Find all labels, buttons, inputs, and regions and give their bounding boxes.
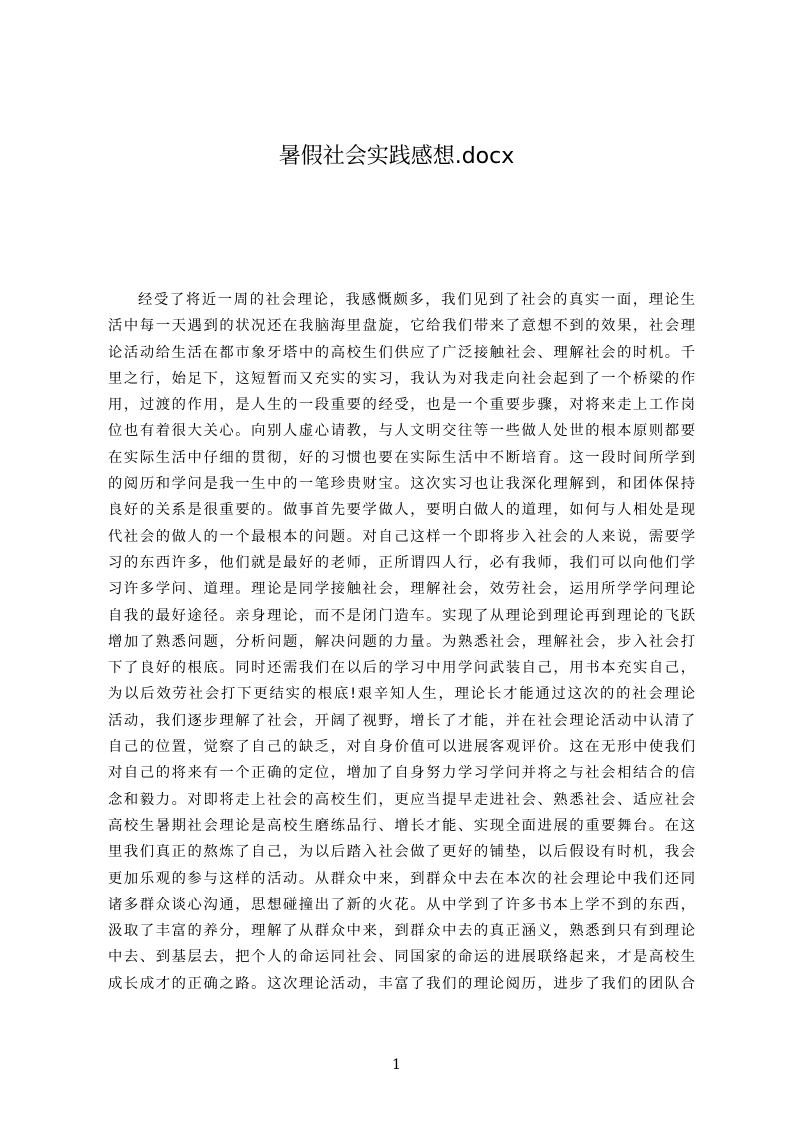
text-line: 用，过渡的作用，是人生的一段重要的经受，也是一个重要步骤，对将来走上工作岗 <box>108 397 695 414</box>
text-line: 代社会的做人的一个最根本的问题。对自己这样一个即将步入社会的人来说，需要学 <box>108 528 695 545</box>
text-line: 活动，我们逐步理解了社会，开阔了视野，增长了才能，并在社会理论活动中认清了 <box>108 712 695 729</box>
text-line: 的阅历和学问是我一生中的一笔珍贵财宝。这次实习也让我深化理解到，和团体保持 <box>108 476 695 493</box>
text-line: 成长成才的正确之路。这次理论活动，丰富了我们的理论阅历，进步了我们的团队合 <box>108 975 695 992</box>
text-line: 高校生暑期社会理论是高校生磨练品行、增长才能、实现全面进展的重要舞台。在这 <box>108 817 695 834</box>
text-line: 经受了将近一周的社会理论，我感慨颇多，我们见到了社会的真实一面，理论生 <box>138 292 695 308</box>
document-title: 暑假社会实践感想.docx <box>278 144 515 169</box>
text-line: 中去、到基层去，把个人的命运同社会、同国家的命运的进展联络起来，才是高校生 <box>108 949 695 966</box>
text-line: 里我们真正的熬炼了自己，为以后踏入社会做了更好的铺垫，以后假设有时机，我会 <box>108 844 695 861</box>
text-line: 里之行，始足下，这短暂而又充实的实习，我认为对我走向社会起到了一个桥梁的作 <box>108 370 695 387</box>
page-number: 1 <box>392 1057 401 1073</box>
text-line: 良好的关系是很重要的。做事首先要学做人，要明白做人的道理，如何与人相处是现 <box>108 502 695 519</box>
text-line: 习许多学问、道理。理论是同学接触社会，理解社会，效劳社会，运用所学学问理论 <box>108 581 695 598</box>
text-line: 习的东西许多，他们就是最好的老师，正所谓四人行，必有我师，我们可以向他们学 <box>108 554 695 571</box>
text-line: 论活动给生活在都市象牙塔中的高校生们供应了广泛接触社会、理解社会的时机。千 <box>108 344 695 361</box>
text-line: 下了良好的根底。同时还需我们在以后的学习中用学问武装自己，用书本充实自己， <box>108 660 695 677</box>
text-line: 对自己的将来有一个正确的定位，增加了自身努力学习学问并将之与社会相结合的信 <box>108 765 695 782</box>
text-line: 为以后效劳社会打下更结实的根底!艰辛知人生，理论长才能通过这次的的社会理论 <box>108 686 695 703</box>
body-paragraph <box>108 287 695 997</box>
text-line: 位也有着很大关心。向别人虚心请教，与人文明交往等一些做人处世的根本原则都要 <box>108 423 695 440</box>
text-line: 活中每一天遇到的状况还在我脑海里盘旋，它给我们带来了意想不到的效果，社会理 <box>108 318 695 335</box>
text-line: 诸多群众谈心沟通，思想碰撞出了新的火花。从中学到了许多书本上学不到的东西， <box>108 896 695 913</box>
text-line: 在实际生活中仔细的贯彻，好的习惯也要在实际生活中不断培育。这一段时间所学到 <box>108 449 695 466</box>
text-line: 自己的位置，觉察了自己的缺乏，对自身价值可以进展客观评价。这在无形中使我们 <box>108 739 695 756</box>
text-line: 自我的最好途径。亲身理论，而不是闭门造车。实现了从理论到理论再到理论的飞跃 <box>108 607 695 624</box>
text-line: 更加乐观的参与这样的活动。从群众中来，到群众中去在本次的社会理论中我们还同 <box>108 870 695 887</box>
text-line: 念和毅力。对即将走上社会的高校生们，更应当提早走进社会、熟悉社会、适应社会 <box>108 791 695 808</box>
text-line: 增加了熟悉问题，分析问题，解决问题的力量。为熟悉社会，理解社会，步入社会打 <box>108 633 695 650</box>
text-line: 汲取了丰富的养分，理解了从群众中来，到群众中去的真正涵义，熟悉到只有到理论 <box>108 923 695 940</box>
